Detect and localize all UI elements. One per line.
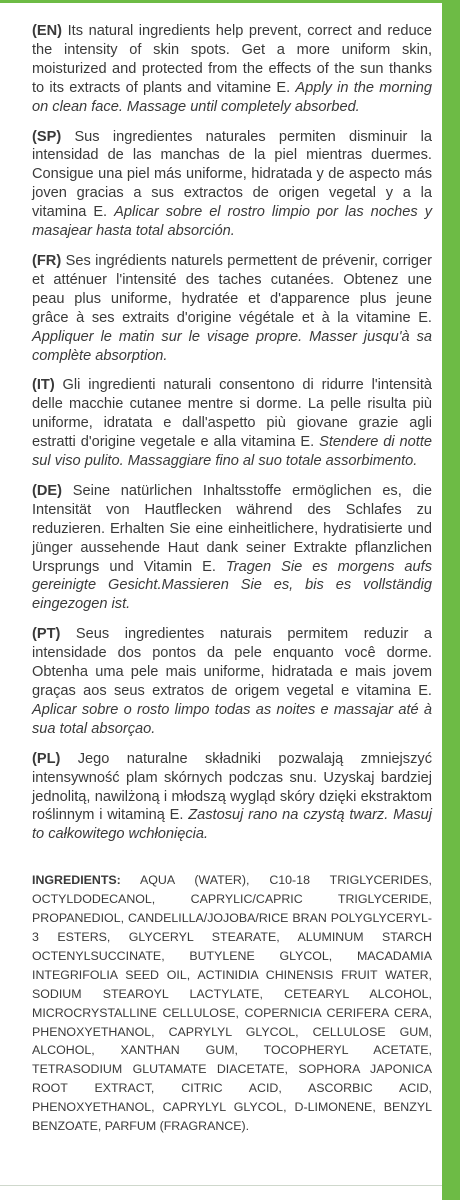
label-text-panel xyxy=(32,22,432,1136)
ingredients-label: INGREDIENTS: xyxy=(32,873,121,888)
lang-code-pl: (PL) xyxy=(32,750,61,767)
top-accent-line xyxy=(0,0,460,3)
paragraph-sp xyxy=(32,128,432,241)
paragraph-it xyxy=(32,376,432,471)
usage-pl: Zastosuj rano na czystą twarz. Masuj to całkowitego wchłonięcia. xyxy=(32,807,433,843)
bottom-divider xyxy=(0,1185,442,1186)
lang-code-fr: (FR) xyxy=(32,252,62,269)
paragraph-fr xyxy=(32,252,432,365)
usage-en: Apply in the morning on clean face. Massage until completely absorbed. xyxy=(32,79,432,115)
lang-code-en: (EN) xyxy=(32,23,62,39)
lang-code-sp: (SP) xyxy=(32,128,62,145)
description-sp: Sus ingredientes naturales permiten disminuir la intensidad de las manchas de la piel mientras duermes. Consigue una piel más uniforme, hidratada y de aspecto más joven gracias a sus extractos de origen vegetal y a la vitamina E. xyxy=(32,128,432,221)
usage-it: Stendere di notte sul viso pulito. Massaggiare fino al suo totale assorbimento. xyxy=(32,434,433,470)
usage-sp: Aplicar sobre el rostro limpio por las noches y masajear hasta total absorción. xyxy=(32,204,432,240)
lang-code-de: (DE) xyxy=(32,482,62,499)
description-fr: Ses ingrédients naturels permettent de prévenir, corriger et atténuer l'intensité des taches cutanées. Obtenez une peau plus uniforme, hydratée et d'apparence plus jeune grâce à ses extraits d'origine végétale et à la vitamine E. xyxy=(32,252,432,326)
description-pl: Jego naturalne składniki pozwalają zmniejszyć intensywność plam skórnych podczas snu. Uzyskaj bardziej jednolitą, nawilżoną i młodszą wygląd skóry dzięki ekstraktom roślinnym i witaminą E. xyxy=(32,750,432,824)
ingredients-list xyxy=(32,871,432,1136)
description-de: Seine natürlichen Inhaltsstoffe ermöglichen es, die Intensität von Hautflecken während des Schlafes zu reduzieren. Erhalten Sie eine einheitlichere, hydratisierte und jünger aussehende Haut dank seiner Extrakte pflanzlichen Ursprungs und Vitamin E. xyxy=(32,482,432,575)
ingredients-text: AQUA (WATER), C10-18 TRIGLYCERIDES, OCTYLDODECANOL, CAPRYLIC/CAPRIC TRIGLYCERIDE, PROPANEDIOL, CANDELILLA/JOJOBA/RICE BRAN POLYGLYCERYL-3 ESTERS, GLYCERYL STEARATE, ALUMINUM STARCH OCTENYLSUCCINATE, BUTYLENE GLYCOL, MACADAMIA INTEGRIFOLIA SEED OIL, ACTINIDIA CHINENSIS FRUIT WATER, SODIUM STEAROYL LACTYLATE, CETEARYL ALCOHOL, MICROCRYSTALLINE CELLULOSE, COPERNICIA CERIFERA CERA, PHENOXYETHANOL, CAPRYLYL GLYCOL, CELLULOSE GUM, ALCOHOL, XANTHAN GUM, TOCOPHERYL ACETATE, TETRASODIUM GLUTAMATE DIACETATE, SOPHORA JAPONICA ROOT EXTRACT, CITRIC ACID, ASCORBIC ACID, PHENOXYETHANOL, CAPRYLYL GLYCOL, D-LIMONENE, BENZYL BENZOATE, PARFUM (FRAGRANCE). xyxy=(32,873,432,1134)
usage-pt: Aplicar sobre o rosto limpo todas as noites e massajar até à sua total absorçao. xyxy=(32,701,432,737)
description-en: Its natural ingredients help prevent, correct and reduce the intensity of skin spots. Get a more uniform skin, moisturized and protected from the effects of the sun thanks to its extracts of plants and vitamine E. xyxy=(32,23,432,96)
paragraph-en xyxy=(32,22,432,117)
paragraph-de xyxy=(32,482,432,614)
lang-code-pt: (PT) xyxy=(32,626,61,643)
right-accent-bar xyxy=(442,0,460,1200)
description-pt: Seus ingredientes naturais permitem reduzir a intensidade dos pontos da pele enquanto você dorme. Obtenha uma pele mais uniforme, hidratada e mais jovem graças aos seus extratos de origem vegetal e vitamina E. xyxy=(32,626,432,699)
lang-code-it: (IT) xyxy=(32,377,55,394)
description-it: Gli ingredienti naturali consentono di ridurre l'intensità delle macchie cutanee mentre si dorme. La pelle risulta più uniforme, idratata e dall'aspetto più giovane grazie agli estratti d'origine vegetale e alla vitamina E. xyxy=(32,377,432,451)
paragraph-pt xyxy=(32,625,432,738)
usage-fr: Appliquer le matin sur le visage propre. Masser jusqu'à sa complète absorption. xyxy=(32,328,432,364)
usage-de: Tragen Sie es morgens aufs gereinigte Gesicht.Massieren Sie es, bis es vollständig eingezogen ist. xyxy=(32,558,433,613)
paragraph-pl xyxy=(32,750,432,845)
